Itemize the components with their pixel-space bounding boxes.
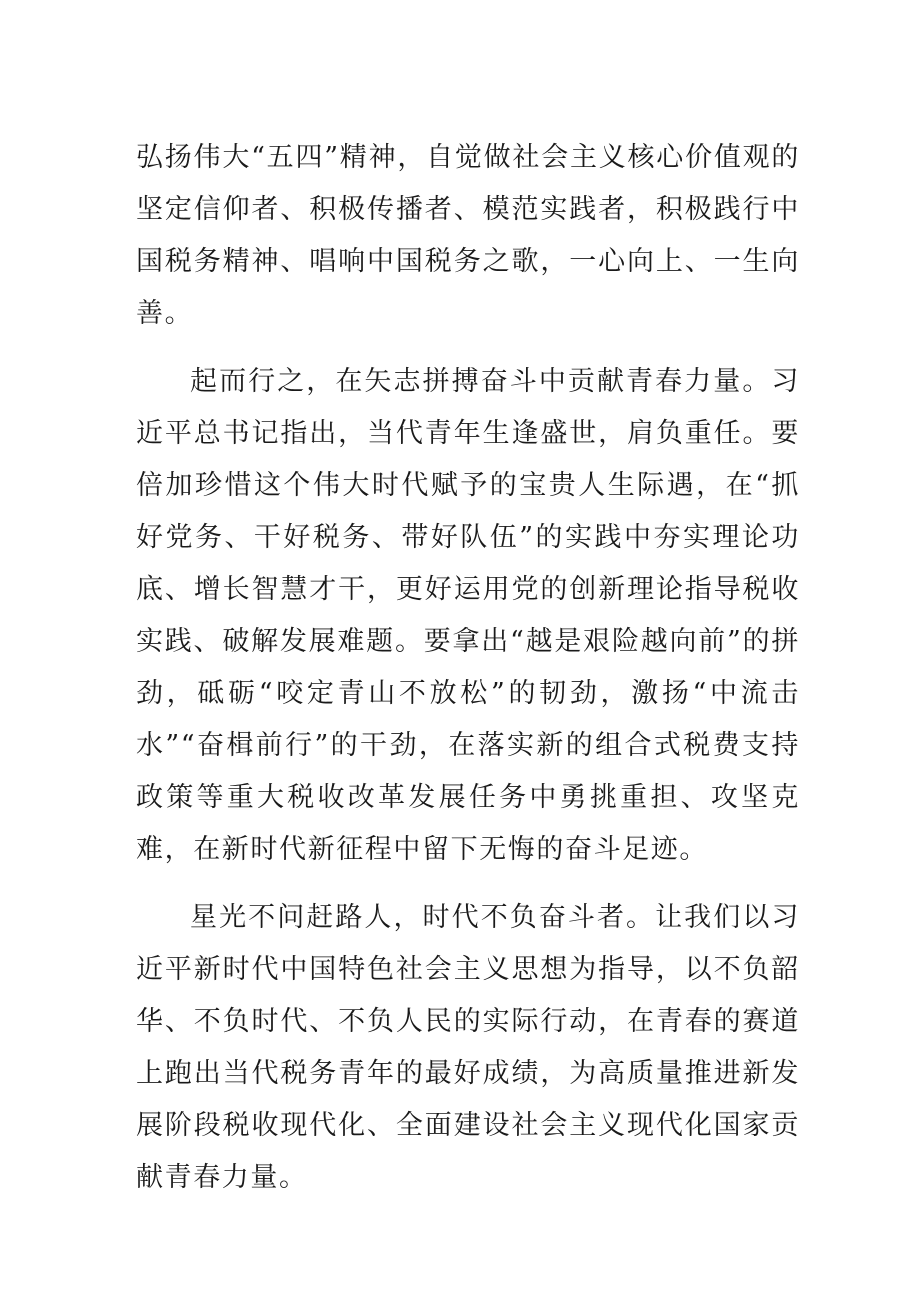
paragraph-1: 弘扬伟大“五四”精神，自觉做社会主义核心价值观的坚定信仰者、积极传播者、模范实践者，积极践行中国税务精神、唱响中国税务之歌，一心向上、一生向善。: [136, 142, 800, 329]
paragraph-3: 星光不问赶路人，时代不负奋斗者。让我们以习近平新时代中国特色社会主义思想为指导，以不负韶华、不负时代、不负人民的实际行动，在青春的赛道上跑出当代税务青年的最好成绩，为高质量推进新发展阶段税收现代化、全面建设社会主义现代化国家贡献青春力量。: [136, 902, 800, 1193]
document-body: [136, 132, 800, 1220]
paragraph-2: 起而行之，在矢志拼搏奋斗中贡献青春力量。习近平总书记指出，当代青年生逢盛世，肩负重任。要倍加珍惜这个伟大时代赋予的宝贵人生际遇，在“抓好党务、干好税务、带好队伍”的实践中夯实理论功底、增长智慧才干，更好运用党的创新理论指导税收实践、破解发展难题。要拿出“越是艰险越向前”的拼劲，砥砺“咬定青山不放松”的韧劲，激扬“中流击水”“奋楫前行”的干劲，在落实新的组合式税费支持政策等重大税收改革发展任务中勇挑重担、攻坚克难，在新时代新征程中留下无悔的奋斗足迹。: [136, 366, 800, 865]
